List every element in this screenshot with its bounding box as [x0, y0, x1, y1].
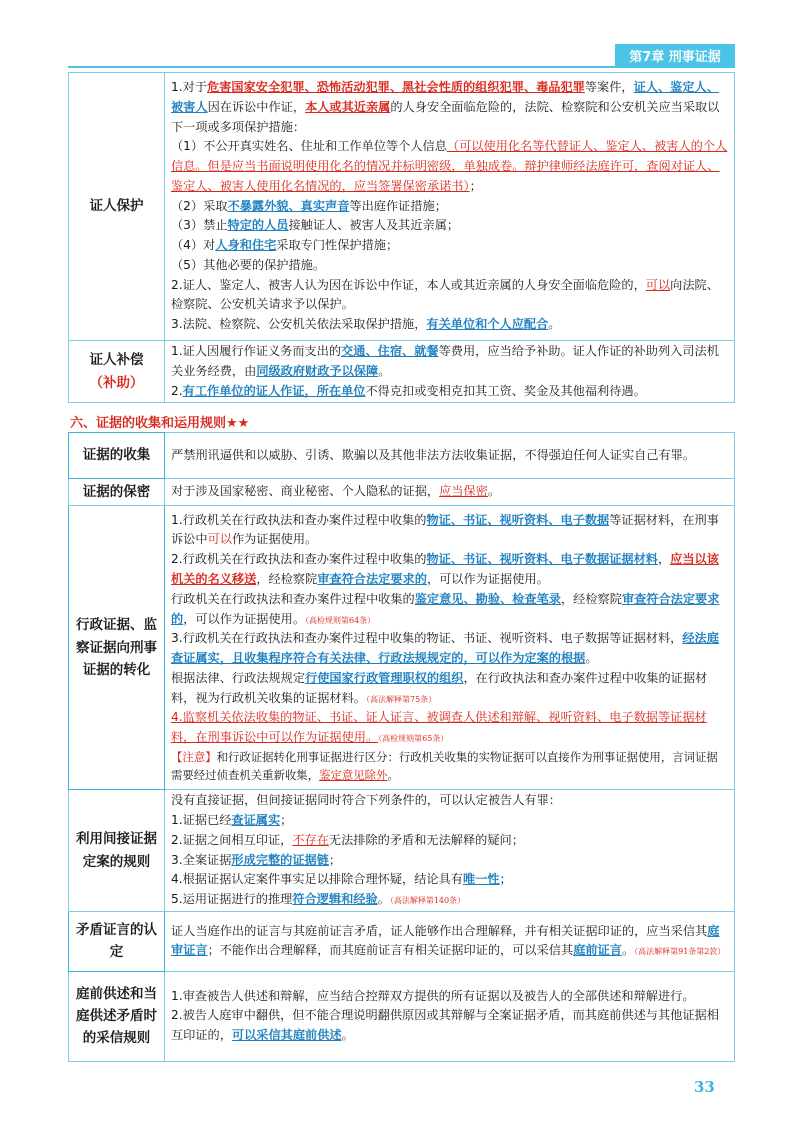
page-number: 33 — [694, 1078, 715, 1096]
evidence-conversion-content: 1.行政机关在行政执法和查办案件过程中收集的物证、书证、视听资料、电子数据等证据材料，在刑事诉讼中可以作为证据使用。 2.行政机关在行政执法和查办案件过程中收集的物证、书证、视听资料、电子数据证据材料，应当以该机关的名义移送，经检察院审查符合法定要求的，可以作为证据使用。 行政机关在行政执法和查办案件过程中收集的鉴定意见、勘验、检查笔录，经检察院审查符合法定要求的，可以作为证据使用。（高检规则第64条） 3.行政机关在行政执法和查办案件过程中收集的物证、书证、视听资料、电子数据等证据材料，经法庭查证属实，且收集程序符合有关法律、行政法规规定的，可以作为定案的根据。 根据法律、行政法规规定行使国家行政管理职权的组织，在行政执法和查办案件过程中收集的证据材料，视为行政机关收集的证据材料。（高法解释第75条） 4.监察机关依法收集的物证、书证、证人证言、被调查人供述和辩解、视听资料、电子数据等证据材料，在刑事诉讼中可以作为证据使用。（高检规则第65条） 【注意】和行政证据转化刑事证据进行区分：行政机关收集的实物证据可以直接作为刑事证据使用，言词证据需要经过侦查机关重新收集，鉴定意见除外。 — [165, 506, 735, 790]
indirect-evidence-content: 没有直接证据，但间接证据同时符合下列条件的，可以认定被告人有罪： 1.证据已经查证属实； 2.证据之间相互印证，不存在无法排除的矛盾和无法解释的疑问； 3.全案证据形成完整的证据链； 4.根据证据认定案件事实足以排除合理怀疑，结论具有唯一性； 5.运用证据进行的推理符合逻辑和经验。（高法解释第140条） — [165, 790, 735, 912]
witness-table — [68, 72, 735, 403]
witness-protection-content: 1.对于危害国家安全犯罪、恐怖活动犯罪、黑社会性质的组织犯罪、毒品犯罪等案件，证人、鉴定人、被害人因在诉讼中作证，本人或其近亲属的人身安全面临危险的，法院、检察院和公安机关应当采取以下一项或多项保护措施： （1）不公开真实姓名、住址和工作单位等个人信息（可以使用化名等代替证人、鉴定人、被害人的个人信息。但是应当书面说明使用化名的情况并标明密级，单独成卷。辩护律师经法庭许可，查阅对证人、鉴定人、被害人使用化名情况的，应当签署保密承诺书）； （2）采取不暴露外貌、真实声音等出庭作证措施； （3）禁止特定的人员接触证人、被害人及其近亲属； （4）对人身和住宅采取专门性保护措施； （5）其他必要的保护措施。 2.证人、鉴定人、被害人认为因在诉讼中作证，本人或其近亲属的人身安全面临危险的，可以向法院、检察院、公安机关请求予以保护。 3.法院、检察院、公安机关依法采取保护措施，有关单位和个人应配合。 — [165, 73, 735, 341]
note-ref-3: （高检规则第65条） — [378, 734, 449, 744]
label-contradictory-testimony: 矛盾证言的认定 — [69, 911, 165, 971]
note-ref-1: （高检规则第64条） — [305, 615, 376, 625]
label-evidence-confidentiality: 证据的保密 — [69, 479, 165, 506]
note-ref-5: （高法解释第91条第2款） — [634, 947, 726, 957]
contradictory-testimony-content: 证人当庭作出的证言与其庭前证言矛盾，证人能够作出合理解释，并有相关证据印证的，应当采信其庭审证言；不能作出合理解释，而其庭前证言有相关证据印证的，可以采信其庭前证言。（高法解释第91条第2款） — [165, 911, 735, 971]
label-confession-rules: 庭前供述和当庭供述矛盾时的采信规则 — [69, 971, 165, 1061]
chapter-tab: 第7章 刑事证据 — [615, 44, 735, 66]
evidence-collection-content: 严禁刑讯逼供和以威胁、引诱、欺骗以及其他非法方法收集证据，不得强迫任何人证实自己有罪。 — [165, 433, 735, 479]
label-witness-compensation — [69, 341, 165, 403]
evidence-confidentiality-content: 对于涉及国家秘密、商业秘密、个人隐私的证据，应当保密。 — [165, 479, 735, 506]
confession-rules-content: 1.审查被告人供述和辩解，应当结合控辩双方提供的所有证据以及被告人的全部供述和辩解进行。 2.被告人庭审中翻供，但不能合理说明翻供原因或其辩解与全案证据矛盾，而其庭前供述与其他证据相互印证的，可以采信其庭前供述。 — [165, 971, 735, 1061]
label-evidence-collection: 证据的收集 — [69, 433, 165, 479]
header-divider — [68, 66, 735, 68]
note-ref-4: （高法解释第140条） — [389, 896, 466, 906]
section-title: 六、证据的收集和运用规则★★ — [70, 416, 250, 431]
label-witness-compensation-sub: （补助） — [89, 374, 144, 391]
label-witness-compensation-main: 证人补偿 — [89, 352, 144, 369]
note-ref-2: （高法解释第75条） — [366, 694, 437, 704]
label-evidence-conversion: 行政证据、监察证据向刑事证据的转化 — [69, 506, 165, 790]
label-witness-protection: 证人保护 — [69, 73, 165, 341]
label-indirect-evidence: 利用间接证据定案的规则 — [69, 790, 165, 912]
witness-compensation-content: 1.证人因履行作证义务而支出的交通、住宿、就餐等费用，应当给予补助。证人作证的补助列入司法机关业务经费，由同级政府财政予以保障。 2.有工作单位的证人作证，所在单位不得克扣或变相克扣其工资、奖金及其他福利待遇。 — [165, 341, 735, 403]
evidence-rules-table — [68, 432, 735, 1062]
